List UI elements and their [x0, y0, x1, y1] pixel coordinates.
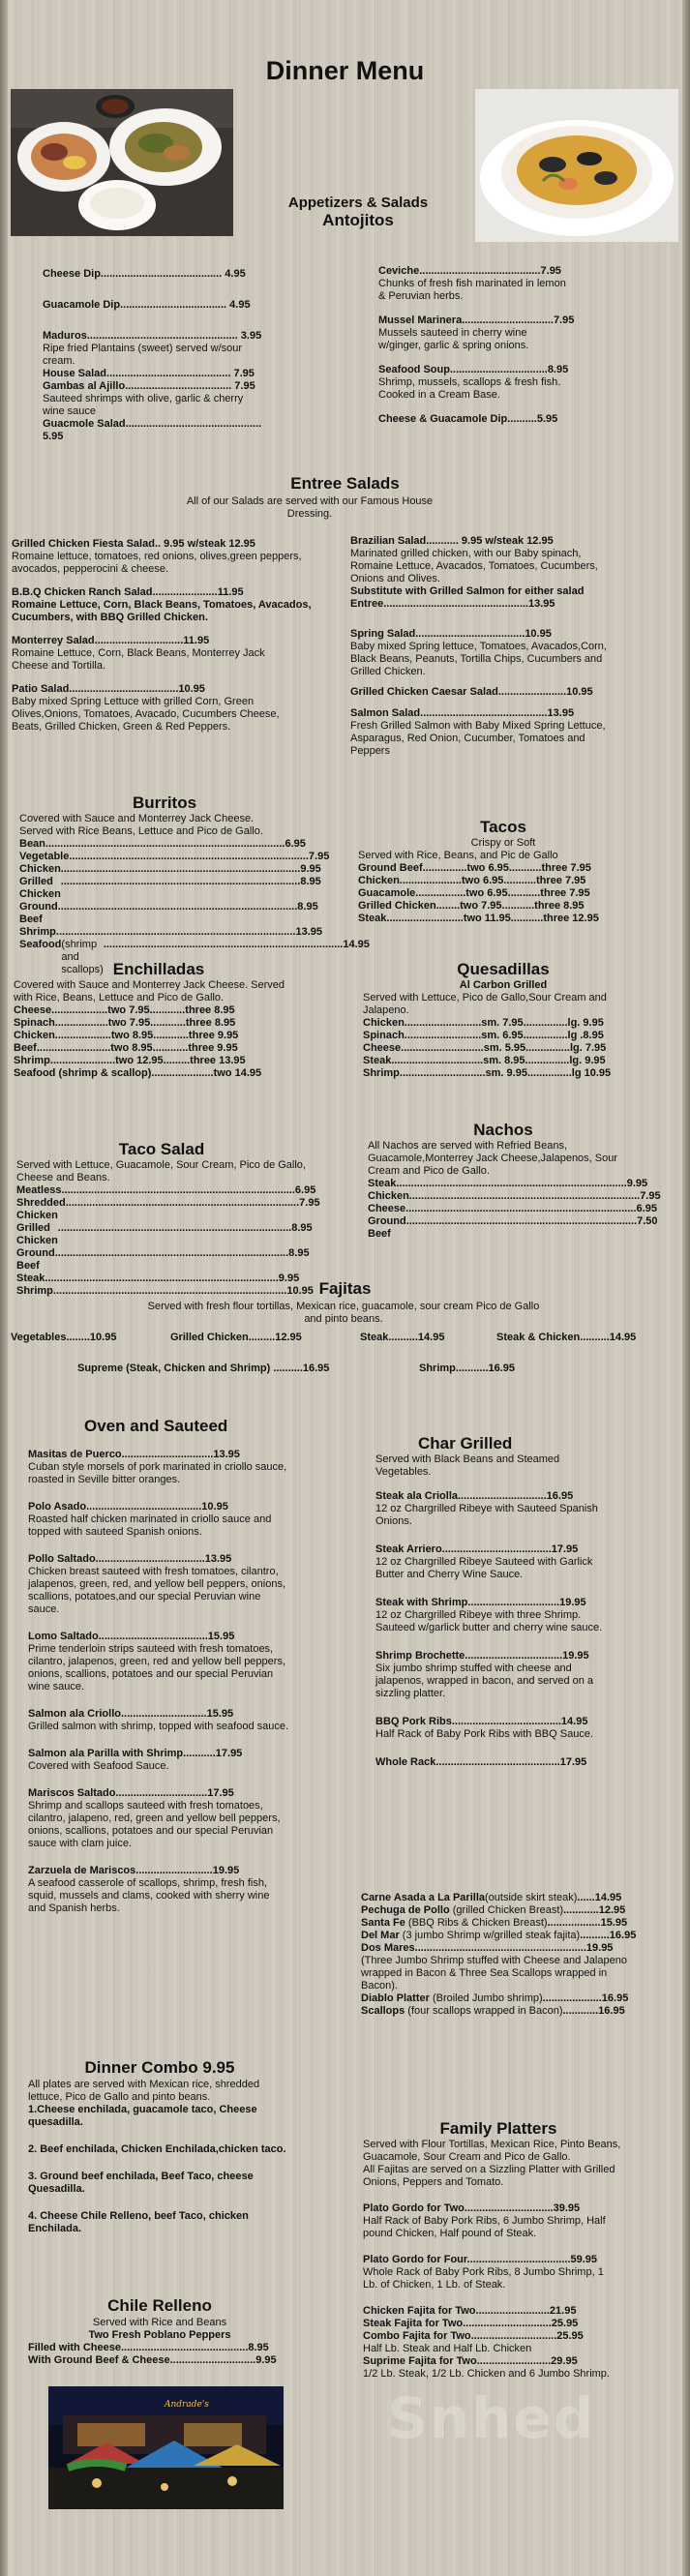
item-name: Del Mar: [361, 1930, 400, 1941]
item-price: 7.95: [640, 1190, 661, 1202]
fajitas-row1-item: Grilled Chicken.........12.95: [170, 1332, 302, 1343]
list-item: [375, 1597, 666, 1634]
item-name: Cheese Dip: [43, 268, 101, 280]
item-desc: Six jumbo shrimp stuffed with cheese and jalapenos, wrapped in bacon, and served on a sizzling platter.: [375, 1662, 594, 1699]
list-item: Cheese Dip......................................... 4.95: [43, 268, 246, 280]
list-item: Guacamole Dip.................................... 4.95: [43, 299, 251, 311]
list-item: Cheese............................sm. 5.95...............lg. 7.95: [363, 1042, 607, 1054]
item-desc: Roasted half chicken marinated in criollo sauce and topped with sauteed Spanish onions.: [28, 1513, 272, 1538]
list-item: [28, 1865, 309, 1915]
item-price: ....................16.95: [542, 1992, 629, 2004]
list-item: Cheese...................two 7.95............three 8.95: [14, 1004, 235, 1016]
list-item: [375, 1543, 666, 1581]
item-name: Ground Beef: [19, 901, 58, 925]
item-desc: Grilled salmon with shrimp, topped with seafood sauce.: [28, 1721, 289, 1732]
item-desc: Half Rack of Baby Pork Ribs with BBQ Sauce.: [375, 1728, 593, 1740]
item-note: (shrimp and scallops): [61, 939, 104, 975]
list-item: [28, 1631, 309, 1693]
list-item: Shrimp.............................sm. 9.95...............lg 10.95: [363, 1067, 612, 1079]
list-item: Suprime Fajita for Two.........................29.95: [363, 2355, 578, 2367]
item-name: Meatless: [16, 1184, 62, 1196]
item-name: Monterrey Salad..............................11.95: [12, 635, 210, 646]
list-item-note: Half Lb. Steak and Half Lb. Chicken: [363, 2343, 532, 2354]
chile-relleno-sub2: Two Fresh Poblano Peppers: [88, 2329, 231, 2341]
list-item: Chicken ................................................................................. 9.95: [19, 863, 321, 875]
list-item: Chicken..........................sm. 7.95...............lg. 9.95: [363, 1017, 604, 1029]
dinner-combo-sub: All plates are served with Mexican rice, shredded lettuce, Pico de Gallo and pinto beans.: [28, 2079, 260, 2103]
tacos-heading: Tacos: [480, 818, 526, 836]
item-price: 13.95: [295, 926, 322, 938]
restaurant-sign: Andrade's: [165, 2400, 209, 2410]
item-desc: Sauteed shrimps with olive, garlic & cherry wine sauce: [43, 393, 244, 417]
item-price: 8.95: [291, 1222, 313, 1234]
fajitas-row1-item: Vegetables........10.95: [11, 1332, 117, 1343]
item-name: Scallops: [361, 2005, 405, 2017]
item-desc: Chunks of fresh fish marinated in lemon & Peruvian herbs.: [378, 278, 566, 302]
restaurant-patio-photo: [48, 2386, 284, 2509]
item-desc: Romaine Lettuce, Corn, Black Beans, Tomatoes, Avacados, Cucumbers, with BBQ Grilled Chicken.: [12, 599, 312, 623]
item-price: 7.95: [540, 265, 561, 277]
list-item: Grilled Chicken ................................................................................. 8.95: [19, 876, 321, 900]
appetizers-heading-line2: Antojitos: [322, 211, 394, 229]
item-price: 5.95: [536, 413, 558, 425]
item-price: 8.95: [288, 1247, 310, 1259]
item-name: Steak: [368, 1178, 397, 1189]
item-name: Ground Beef: [368, 1215, 406, 1240]
nachos-heading: Nachos: [473, 1121, 533, 1139]
list-item: [12, 635, 312, 673]
item-name: Shrimp Brochette.................................19.95: [375, 1650, 589, 1662]
item-price: ..........16.95: [580, 1930, 637, 1941]
item-name: House Salad: [43, 368, 107, 379]
taco-salad-sub: Served with Lettuce, Guacamole, Sour Cream, Pico de Gallo, Cheese and Beans.: [16, 1159, 306, 1183]
list-item: Shrimp ............................................................................... 10.95: [16, 1285, 314, 1297]
item-note: (grilled Chicken Breast): [449, 1904, 564, 1916]
list-item: Bean ................................................................................. 6.95: [19, 838, 306, 850]
item-price: 7.95: [234, 380, 255, 392]
char-extras-list: [361, 1892, 671, 2018]
list-item: Grilled Chicken ............................................................................... 8.95: [16, 1222, 313, 1246]
tacos-sub1: Crispy or Soft: [470, 837, 536, 849]
item-name: Pollo Saltado.....................................13.95: [28, 1553, 232, 1565]
item-desc: Prime tenderloin strips sauteed with fresh tomatoes, cilantro, jalapenos, green, red and yellow bell peppers, onions, scallions, potatoes and our special Peruvian wine sauce.: [28, 1643, 285, 1692]
item-note: (BBQ Ribs & Chicken Breast): [405, 1917, 548, 1929]
list-item: With Ground Beef & Cheese.............................9.95: [28, 2354, 277, 2366]
list-item-desc: 1/2 Lb. Steak, 1/2 Lb. Chicken and 6 Jumbo Shrimp.: [363, 2368, 610, 2380]
list-item: 3. Ground beef enchilada, Beef Taco, cheese Quesadilla.: [28, 2171, 254, 2195]
item-name: Spring Salad.....................................10.95: [350, 628, 552, 640]
item-price: 7.95: [308, 851, 330, 862]
list-item: Steak...............................sm. 8.95...............lg. 9.95: [363, 1055, 606, 1066]
list-item: [361, 1930, 671, 1942]
item-name: Mussel Marinera: [378, 315, 463, 326]
chile-relleno-heading: Chile Relleno: [107, 2296, 212, 2315]
item-name: Zarzuela de Mariscos..........................19.95: [28, 1865, 240, 1876]
appetizers-heading-line1: Appetizers & Salads: [287, 195, 429, 211]
oven-list: [28, 1449, 309, 1915]
list-item: Beef.........................two 8.95............three 9.95: [14, 1042, 238, 1054]
list-item: [361, 1892, 671, 1904]
item-price: 6.95: [294, 1184, 316, 1196]
item-desc: Covered with Seafood Sauce.: [28, 1760, 169, 1772]
list-item: Chicken.....................two 6.95...........three 7.95: [358, 875, 586, 886]
burritos-sub1: Covered with Sauce and Monterrey Jack Cheese.: [19, 813, 255, 824]
char-grilled-list: [375, 1453, 666, 1769]
list-item: Vegetable ................................................................................. 7.95: [19, 851, 330, 862]
item-name: Steak with Shrimp...............................19.95: [375, 1597, 586, 1608]
list-item: Spinach..................two 7.95............three 8.95: [14, 1017, 236, 1029]
list-item: Seafood (shrimp and scallops) ................................................................................. 14.95: [19, 939, 370, 975]
burritos-heading: Burritos: [132, 794, 197, 812]
item-price: 10.95: [286, 1285, 314, 1297]
item-name: Lomo Saltado.....................................15.95: [28, 1631, 235, 1642]
list-item: [361, 1955, 632, 1992]
list-item: [28, 1449, 309, 1486]
fajitas-row2-item: Supreme (Steak, Chicken and Shrimp) ..........16.95: [77, 1363, 330, 1374]
item-name: Ground Beef: [16, 1247, 55, 1272]
seafood-soup-photo: [475, 89, 678, 242]
list-item: Ceviche.........................................7.95 Chunks of fresh fish marinated in lemon & Peruvian herbs.: [378, 265, 566, 302]
list-item: [28, 1553, 309, 1616]
item-price: 8.95: [300, 876, 321, 887]
burritos-list: [19, 838, 370, 976]
list-item: Chicken...................two 8.95............three 9.95: [14, 1030, 239, 1041]
list-item: Ground Beef .............................................................................. 7.50: [368, 1215, 658, 1240]
fajitas-row1-item: Steak & Chicken..........14.95: [496, 1332, 637, 1343]
family-platters-heading: Family Platters: [439, 2119, 557, 2138]
list-item: Steak Fajita for Two..............................25.95: [363, 2318, 579, 2329]
item-name: Patio Salad.....................................10.95: [12, 683, 205, 695]
item-desc: Fresh Grilled Salmon with Baby Mixed Spring Lettuce, Asparagus, Red Onion, Cucumber, Tomatoes and Peppers: [350, 720, 606, 757]
fajitas-row1-item: Steak..........14.95: [360, 1332, 445, 1343]
item-desc: 12 oz Chargrilled Ribeye with Sauteed Spanish Onions.: [375, 1503, 598, 1527]
list-item: [361, 1904, 671, 1917]
entree-salads-heading: Entree Salads: [290, 474, 400, 493]
item-desc: Ripe fried Plantains (sweet) served w/sour cream.: [43, 343, 243, 367]
burritos-sub2: Served with Rice Beans, Lettuce and Pico de Gallo.: [19, 825, 263, 837]
item-price: 9.95: [300, 863, 321, 875]
family-platters-sub: Served with Flour Tortillas, Mexican Rice, Pinto Beans, Guacamole, Sour Cream and Pico de Gallo.: [363, 2139, 621, 2163]
list-item: Seafood (shrimp & scallop).....................two 14.95: [14, 1067, 262, 1079]
item-price: 3.95: [240, 330, 262, 342]
entree-salads-sub: All of our Salads are served with our Famous House Dressing.: [186, 495, 434, 520]
item-price: 7.95: [233, 368, 255, 379]
item-name: Brazilian Salad........... 9.95 w/steak 12.95: [350, 535, 554, 547]
item-note: (Three Jumbo Shrimp stuffed with Cheese and Jalapeno wrapped in Bacon & Three Sea Scallops wrapped in Bacon).: [361, 1955, 627, 1992]
enchiladas-heading: Enchilladas: [112, 960, 205, 978]
item-desc: Whole Rack of Baby Pork Ribs, 8 Jumbo Shrimp, 1 Lb. of Chicken, 1 Lb. of Steak.: [363, 2266, 604, 2291]
item-name: Guacamole Dip: [43, 299, 121, 311]
item-name: Pechuga de Pollo: [361, 1904, 450, 1916]
item-desc: Romaine Lettuce, Corn, Black Beans, Monterrey Jack Cheese and Tortilla.: [12, 647, 265, 672]
list-item: [28, 1787, 309, 1850]
item-name: Salmon Salad...........................................13.95: [350, 707, 575, 719]
list-item: [28, 1501, 309, 1539]
item-name: BBQ Pork Ribs.....................................14.95: [375, 1716, 588, 1727]
item-note: (four scallops wrapped in Bacon): [405, 2005, 563, 2017]
item-price: 8.95: [297, 901, 318, 913]
list-item: 4. Cheese Chile Relleno, beef Taco, chicken Enchilada.: [28, 2210, 249, 2234]
item-desc: Half Rack of Baby Pork Ribs, 6 Jumbo Shrimp, Half pound Chicken, Half pound of Steak.: [363, 2215, 606, 2239]
item-price: 9.95: [278, 1273, 300, 1284]
item-price: 7.50: [637, 1215, 658, 1227]
item-name: Shredded Chicken: [16, 1197, 66, 1221]
item-name: Maduros: [43, 330, 87, 342]
list-item: Combo Fajita for Two.............................25.95: [363, 2330, 584, 2342]
item-price: 7.95: [553, 315, 575, 326]
list-item: Grilled Chicken........two 7.95...........three 8.95: [358, 900, 585, 912]
list-item: Ground Beef ................................................................................. 8.95: [19, 901, 318, 925]
item-price: 6.95: [285, 838, 306, 850]
dinner-combo-list: [28, 2079, 309, 2235]
list-item: [363, 2202, 644, 2240]
entree-salads-right: [350, 535, 641, 758]
item-name: Vegetable: [19, 851, 70, 862]
char-grilled-heading: Char Grilled: [418, 1434, 513, 1453]
dinner-combo-heading: Dinner Combo 9.95: [84, 2058, 235, 2077]
enchiladas-sub: Covered with Sauce and Monterrey Jack Cheese. Served with Rice, Beans, Lettuce and Pico de Gallo.: [14, 979, 285, 1003]
item-desc: A seafood casserole of scallops, shrimp, fresh fish, squid, mussels and clams, cooked with sherry wine and Spanish herbs.: [28, 1877, 270, 1914]
item-price: 5.95: [43, 431, 64, 442]
taco-salad-heading: Taco Salad: [118, 1140, 205, 1158]
list-item: [350, 628, 641, 678]
fajitas-sub: Served with fresh flour tortillas, Mexican rice, guacamole, sour cream Pico de Gallo and pinto beans.: [147, 1301, 540, 1325]
list-item: [350, 535, 641, 585]
item-name: Chicken: [368, 1190, 409, 1202]
quesadillas-sub2: Served with Lettuce, Pico de Gallo,Sour Cream and Jalapeno.: [363, 992, 607, 1016]
list-item: [361, 1917, 671, 1930]
item-desc: Shrimp and scallops sauteed with fresh tomatoes, cilantro, jalapeno, red, green and yellow bell peppers, onions, scallions, potatoes and our special Peruvian sauce with clam juice.: [28, 1800, 281, 1849]
item-price: ............12.95: [563, 1904, 626, 1916]
list-item: Steak .............................................................................. 9.95: [368, 1178, 648, 1189]
item-price: 7.95: [299, 1197, 320, 1209]
chile-relleno-sub1: Served with Rice and Beans: [92, 2317, 227, 2328]
family-platters-sub2: All Fajitas are served on a Sizzling Platter with Grilled Onions, Peppers and Tomato.: [363, 2164, 615, 2188]
list-item: Substitute with Grilled Salmon for either salad Entree.................................................13.95: [350, 585, 585, 610]
list-item: Chicken Fajita for Two.........................21.95: [363, 2305, 577, 2317]
list-item: [28, 1708, 309, 1733]
nachos-list: [368, 1178, 661, 1241]
item-desc: Marinated grilled chicken, with our Baby spinach, Romaine Lettuce, Avacados, Tomatoes, Cucumbers, Onions and Olives.: [350, 548, 598, 584]
item-price: 8.95: [547, 364, 569, 375]
item-name: Grilled Chicken Fiesta Salad.. 9.95 w/steak 12.95: [12, 538, 255, 550]
item-name: Carne Asada a La Parilla: [361, 1892, 485, 1903]
item-name: Steak ala Criolla..............................16.95: [375, 1490, 574, 1502]
list-item: Seafood Soup.................................8.95 Shrimp, mussels, scallops & fresh fish. Cooked in a Cream Base.: [378, 364, 611, 402]
list-item: Guacamole.................two 6.95...........three 7.95: [358, 887, 590, 899]
item-name: Chicken: [19, 863, 61, 875]
item-desc: Romaine lettuce, tomatoes, red onions, olives,green peppers, avocados, pepperocini & cheese.: [12, 551, 302, 575]
list-item: Mussel Marinera...............................7.95 Mussels sauteed in cherry wine w/ginger, garlic & spring onions.: [378, 315, 575, 351]
item-price: 4.95: [229, 299, 251, 311]
list-item: Ground Beef...............two 6.95...........three 7.95: [358, 862, 591, 874]
appetizers-left-list: [43, 268, 275, 443]
item-price: ......14.95: [577, 1892, 622, 1903]
list-item: Steak ............................................................................... 9.95: [16, 1273, 300, 1284]
item-desc: 12 oz Chargrilled Ribeye Sauteed with Garlick Butter and Cherry Wine Sauce.: [375, 1556, 593, 1580]
enchiladas-section: [14, 960, 304, 1080]
list-item: Ground Beef ............................................................................... 8.95: [16, 1247, 310, 1272]
nachos-sub: All Nachos are served with Refried Beans, Guacamole,Monterrey Jack Cheese,Jalapenos, Sour Cream and Pico de Gallo.: [368, 1140, 618, 1177]
item-price: 6.95: [636, 1203, 657, 1214]
item-name: Grilled Chicken: [16, 1222, 58, 1246]
list-item: 1.Cheese enchilada, guacamole taco, Cheese quesadilla.: [28, 2104, 257, 2128]
list-item: [361, 2005, 671, 2018]
item-name: Santa Fe: [361, 1917, 405, 1929]
nachos-section: [368, 1121, 661, 1241]
item-name: Seafood: [19, 939, 62, 950]
quesadillas-section: [363, 960, 644, 1080]
list-item: [350, 707, 641, 758]
item-name: Guacmole Salad: [43, 418, 126, 430]
list-item: House Salad.......................................... 7.95: [43, 368, 255, 379]
quesadillas-heading: Quesadillas: [457, 960, 550, 978]
burritos-section: [19, 794, 370, 976]
item-name: Steak: [16, 1273, 45, 1284]
list-item: [28, 1748, 309, 1773]
item-name: Salmon ala Criollo.............................15.95: [28, 1708, 234, 1720]
list-item: [375, 1650, 666, 1700]
item-name: Seafood Soup: [378, 364, 450, 375]
list-item: Guacmole Salad.............................................. 5.95: [43, 418, 262, 442]
item-name: Plato Gordo for Two..............................39.95: [363, 2202, 581, 2214]
item-desc: Baby mixed Spring Lettuce with grilled Corn, Green Olives,Onions, Tomatoes, Avacado, Cucumbers Cheese, Beats, Grilled Chicken, Green & Red Peppers.: [12, 696, 280, 733]
item-name: Steak Arriero.....................................17.95: [375, 1543, 579, 1555]
item-note: (3 jumbo Shrimp w/grilled steak fajita): [399, 1930, 581, 1941]
fajitas-row2-item: Shrimp...........16.95: [419, 1363, 516, 1374]
list-item: [12, 683, 312, 734]
item-price: 9.95: [626, 1178, 648, 1189]
tacos-section: [358, 818, 639, 925]
item-name: Cheese & Guacamole Dip: [378, 413, 508, 425]
item-price: ............16.95: [562, 2005, 625, 2017]
item-name: Salmon ala Parilla with Shrimp...........17.95: [28, 1748, 243, 1759]
watermark: Snhed: [387, 2385, 596, 2451]
item-name: Plato Gordo for Four...................................59.95: [363, 2254, 598, 2265]
item-desc: Mussels sauteed in cherry wine w/ginger, garlic & spring onions.: [378, 327, 529, 351]
list-item: Grilled Chicken Caesar Salad.......................10.95: [350, 686, 593, 698]
list-item: Steak..........................two 11.95...........three 12.95: [358, 913, 599, 924]
item-name: Bean: [19, 838, 45, 850]
list-item: Shrimp ................................................................................. 13.95: [19, 926, 322, 938]
item-name: Mariscos Saltado...............................17.95: [28, 1787, 234, 1799]
char-grilled-sub: Served with Black Beans and Steamed Vegetables.: [375, 1453, 560, 1478]
item-name: Masitas de Puerco...............................13.95: [28, 1449, 240, 1460]
list-item: [361, 1992, 671, 2005]
food-photo-plates: [11, 89, 233, 236]
list-item: Cheese & Guacamole Dip..........5.95: [378, 413, 558, 425]
item-name: Gambas al Ajillo: [43, 380, 126, 392]
item-price: ..................15.95: [547, 1917, 628, 1929]
item-name: B.B.Q Chicken Ranch Salad......................11.95: [12, 586, 244, 598]
item-desc: Cuban style morsels of pork marinated in criollo sauce, roasted in Seville bitter oranges.: [28, 1461, 287, 1485]
item-note: (outside skirt steak): [485, 1892, 578, 1903]
list-item: [375, 1490, 666, 1528]
item-name: Cheese: [368, 1203, 406, 1214]
list-item: Meatless ............................................................................... 6.95: [16, 1184, 316, 1196]
item-desc: Chicken breast sauteed with fresh tomatoes, cilantro, jalapenos, green, red, and yellow bell peppers, onions, scallions, potatoes,and our special Peruvian wine sauce.: [28, 1566, 286, 1615]
item-name: Shrimp: [19, 926, 56, 938]
list-item: Maduros................................................... 3.95 Ripe fried Plantains (sweet) served w/sour cream.: [43, 330, 262, 367]
entree-salads-left: [12, 538, 312, 734]
item-desc: 12 oz Chargrilled Ribeye with three Shrimp. Sauteed w/garlick butter and cherry wine sauce.: [375, 1609, 603, 1633]
quesadillas-sub1: Al Carbon Grilled: [459, 979, 548, 991]
list-item: [361, 1942, 671, 1955]
list-item: 2. Beef enchilada, Chicken Enchilada,chicken taco.: [28, 2143, 286, 2155]
item-name: Shrimp: [16, 1285, 53, 1297]
oven-heading: Oven and Sauteed: [84, 1417, 228, 1435]
fajitas-heading: Fajitas: [318, 1279, 372, 1298]
list-item: [375, 1716, 666, 1741]
list-item: Whole Rack..........................................17.95: [375, 1756, 587, 1768]
list-item: Gambas al Ajillo.................................... 7.95 Sauteed shrimps with olive, garlic & cherry wine sauce: [43, 380, 255, 417]
item-price: 4.95: [225, 268, 246, 280]
appetizers-heading: [261, 195, 455, 229]
taco-salad-section: [16, 1140, 320, 1298]
appetizers-right-list: [378, 265, 611, 426]
list-item: Cheese .............................................................................. 6.95: [368, 1203, 657, 1214]
item-name: Ceviche: [378, 265, 420, 277]
list-item: Shrimp......................two 12.95.........three 13.95: [14, 1055, 246, 1066]
list-item: Shredded Chicken ............................................................................... 7.95: [16, 1197, 320, 1221]
item-desc: Baby mixed Spring lettuce, Tomatoes, Avacados,Corn, Black Beans, Peanuts, Tortilla Chips, Cucumbers and Grilled Chicken.: [350, 641, 607, 677]
family-platters-list: [363, 2139, 644, 2381]
tacos-sub2: Served with Rice, Beans, and Pic de Gallo: [358, 850, 558, 861]
page-title: Dinner Menu: [265, 56, 425, 85]
item-price: ..........................................................19.95: [414, 1942, 614, 1954]
item-name: Dos Mares: [361, 1942, 415, 1954]
item-name: Diablo Platter: [361, 1992, 430, 2004]
list-item: [12, 586, 312, 624]
item-note: (Broiled Jumbo shrimp): [429, 1992, 543, 2004]
item-name: Grilled Chicken: [19, 876, 61, 900]
list-item: Chicken .............................................................................. 7.95: [368, 1190, 661, 1202]
item-price: 14.95: [343, 939, 370, 950]
list-item: [12, 538, 312, 576]
list-item: Filled with Cheese...........................................8.95: [28, 2342, 269, 2353]
item-name: Polo Asado.......................................10.95: [28, 1501, 228, 1513]
list-item: [363, 2254, 644, 2291]
item-desc: Shrimp, mussels, scallops & fresh fish. Cooked in a Cream Base.: [378, 376, 561, 401]
list-item: Spinach..........................sm. 6.95...............lg .8.95: [363, 1030, 604, 1041]
